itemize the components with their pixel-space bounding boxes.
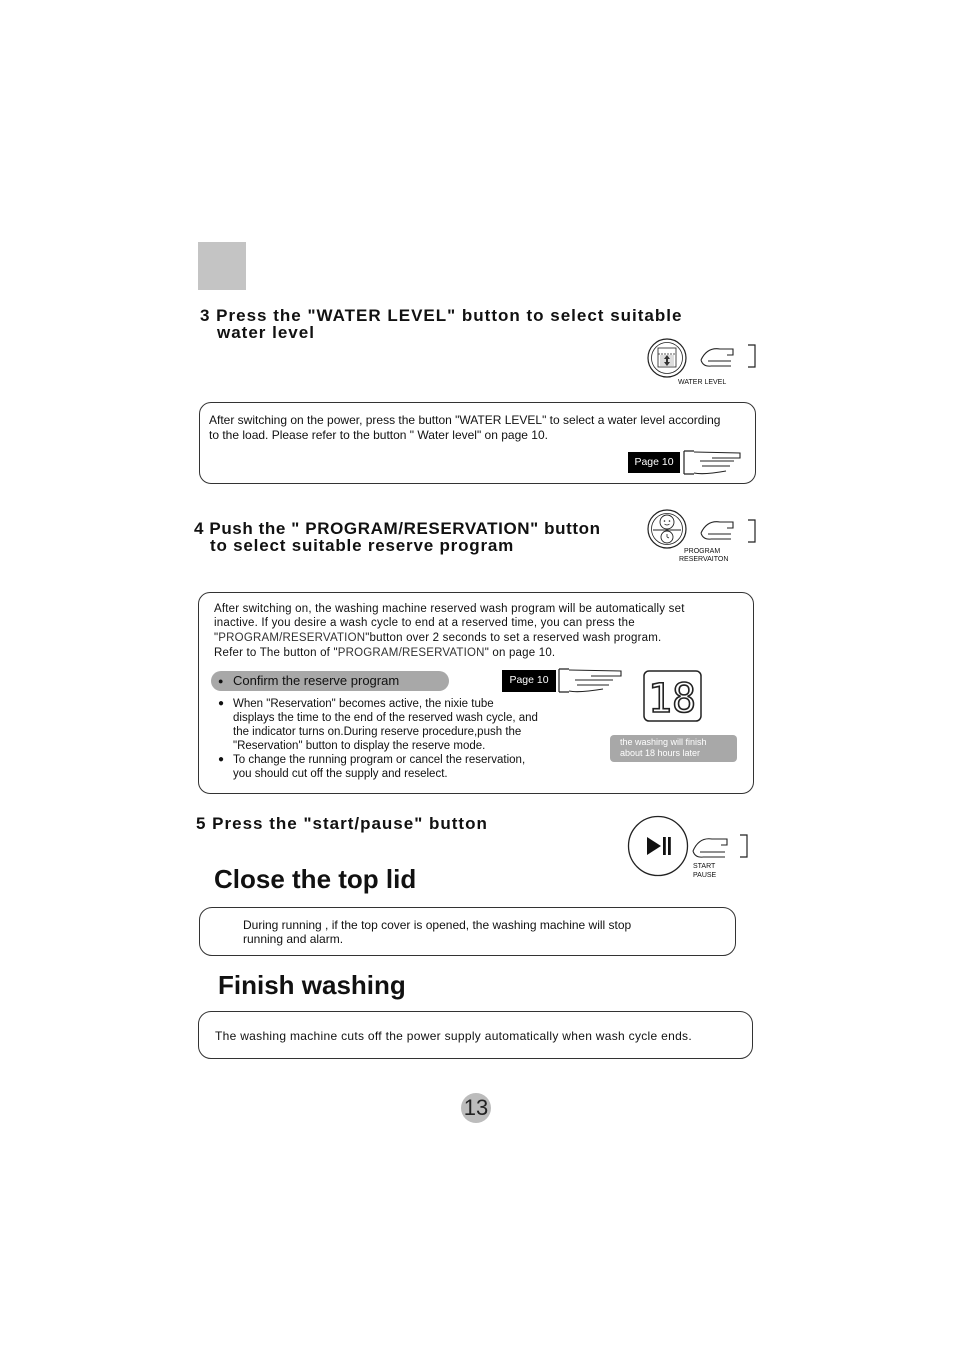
pointing-hand-icon bbox=[682, 447, 744, 477]
reservation-label: RESERVAITON bbox=[679, 556, 729, 563]
step4-title-line2: to select suitable reserve program bbox=[210, 536, 515, 555]
bullet-reservation-active: ● When "Reservation" becomes active, the nixie tube displays the time to the end of the reserved wash cycle, and the indicator turns on.During reserve procedure,push the "Reservation" button to display the reserve mode. bbox=[218, 698, 538, 752]
close-lid-heading: Close the top lid bbox=[214, 864, 417, 894]
start-pause-button-icon bbox=[627, 815, 752, 877]
step4-text-line1: After switching on, the washing machine reserved wash program will be automatically set bbox=[214, 603, 685, 615]
finish-text: The washing machine cuts off the power supply automatically when wash cycle ends. bbox=[215, 1029, 692, 1043]
close-lid-box bbox=[199, 907, 736, 956]
step4-text-line2: inactive. If you desire a wash cycle to end at a reserved time, you can press the bbox=[214, 617, 635, 629]
step3-title-line2: water level bbox=[217, 323, 315, 342]
step3-title-line1: 3 Press the "WATER LEVEL" button to select suitable bbox=[200, 306, 683, 325]
step4-text-line3: "PROGRAM/RESERVATION"button over 2 seconds to set a reserved wash program. bbox=[214, 632, 662, 644]
pointing-hand-icon bbox=[557, 665, 625, 695]
pause-label: PAUSE bbox=[693, 872, 717, 879]
step5-title: 5 Press the "start/pause" button bbox=[196, 814, 488, 833]
bullet-icon: ● bbox=[218, 676, 224, 686]
close-lid-text-line2: running and alarm. bbox=[243, 932, 344, 946]
step4-title-line1: 4 Push the " PROGRAM/RESERVATION" button bbox=[194, 519, 601, 538]
program-label: PROGRAM bbox=[684, 548, 721, 555]
close-lid-text-line1: During running , if the top cover is opened, the washing machine will stop bbox=[243, 918, 632, 932]
bullet-change-program: ● To change the running program or cancel the reservation, you should cut off the supply and reselect. bbox=[218, 754, 526, 780]
bullet-icon: ● bbox=[218, 698, 225, 709]
water-level-label: WATER LEVEL bbox=[678, 379, 727, 386]
confirm-reserve-label: Confirm the reserve program bbox=[233, 673, 400, 688]
nixie-display-18 bbox=[643, 670, 703, 723]
finish-box bbox=[198, 1011, 753, 1059]
display-digits: 18 bbox=[647, 676, 697, 722]
bullet-icon: ● bbox=[218, 754, 225, 765]
start-label: START bbox=[693, 863, 716, 870]
step3-text-line2: to the load. Please refer to the button " Water level" on page 10. bbox=[209, 428, 548, 442]
page-ref-badge: Page 10 bbox=[628, 452, 680, 473]
page-number: 13 bbox=[461, 1093, 491, 1123]
step4-text-line4: Refer to The button of "PROGRAM/RESERVATION" on page 10. bbox=[214, 647, 556, 659]
finish-note-line1: the washing will finish bbox=[620, 737, 707, 747]
finish-note-line2: about 18 hours later bbox=[620, 748, 701, 758]
finish-note-badge bbox=[610, 735, 737, 762]
step3-text-line1: After switching on the power, press the button "WATER LEVEL" to select a water level according bbox=[209, 413, 721, 427]
step4-info-box bbox=[198, 592, 754, 794]
page-ref-badge: Page 10 bbox=[502, 670, 556, 692]
water-level-button-icon bbox=[645, 337, 760, 382]
confirm-reserve-pill bbox=[211, 671, 449, 691]
step3-info-box bbox=[199, 402, 756, 484]
finish-heading: Finish washing bbox=[218, 970, 406, 1000]
section-marker bbox=[198, 242, 246, 290]
